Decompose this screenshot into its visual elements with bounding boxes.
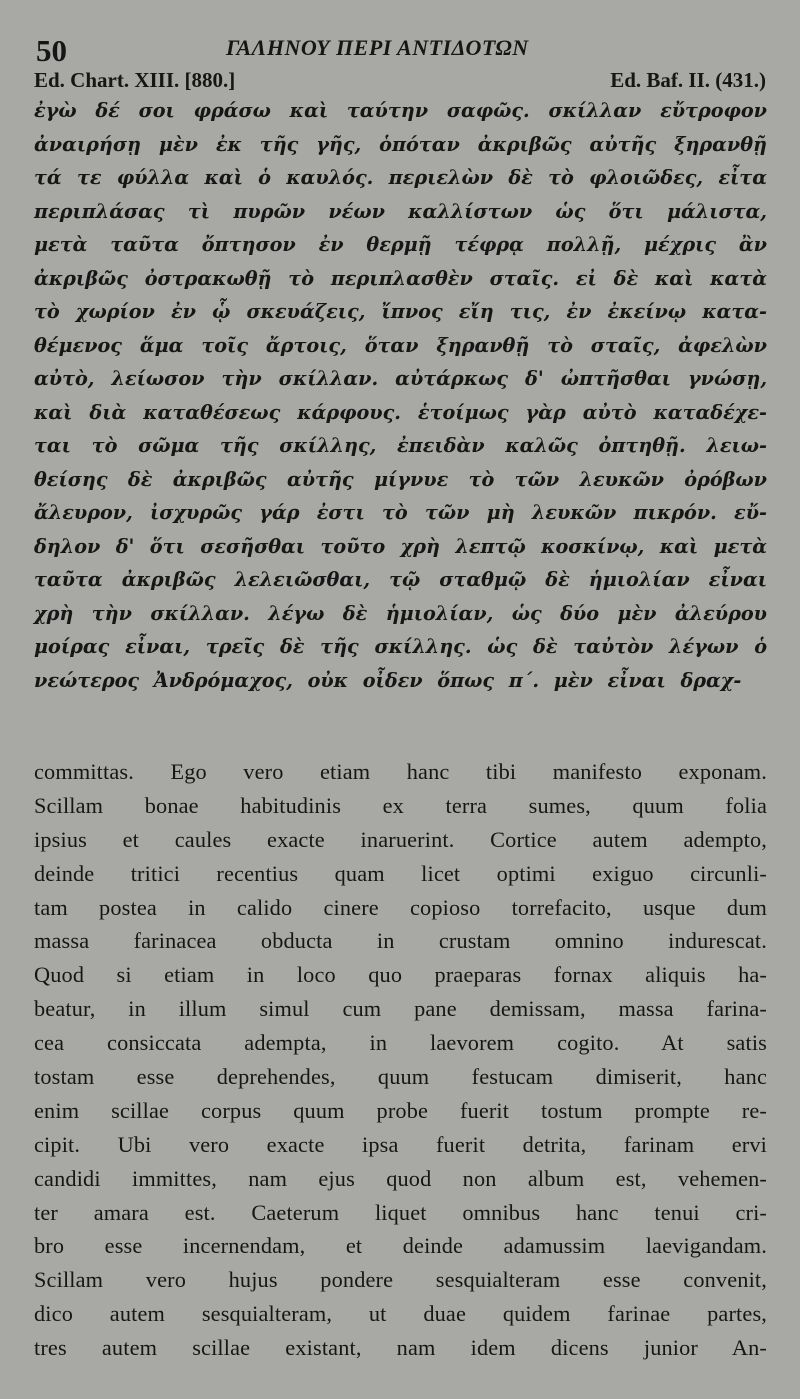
latin-text-line: tam postea in calido cinere copioso torrefacito, usque dum xyxy=(34,894,767,920)
greek-text-line: ἄλευρον, ἰσχυρῶς γάρ ἐστι τὸ τῶν μὴ λευκῶν πικρόν. εὔ- xyxy=(34,501,767,524)
latin-text-line: tostam esse deprehendes, quum festucam dimiserit, hanc xyxy=(34,1064,767,1090)
greek-text-line: ἀναιρήσῃ μὲν ἐκ τῆς γῆς, ὁπόταν ἀκριβῶς αὐτῆς ξηρανθῇ xyxy=(34,132,767,156)
greek-text-line: ταῦτα ἀκριβῶς λελειῶσθαι, τῷ σταθμῷ δὲ ἡμιολίαν εἶναι xyxy=(34,568,767,591)
latin-text-line: cipit. Ubi vero exacte ipsa fuerit detrita, farinam ervi xyxy=(34,1131,767,1157)
latin-text-line: massa farinacea obducta in crustam omnino indurescat. xyxy=(34,928,767,954)
greek-text-line: μοίρας εἶναι, τρεῖς δὲ τῆς σκίλλης. ὡς δὲ ταὐτὸν λέγων ὁ xyxy=(34,635,767,658)
greek-text-line: τὸ χωρίον ἐν ᾧ σκευάζεις, ἴπνος εἴη τις, ἐν ἐκείνῳ κατα- xyxy=(34,300,767,323)
latin-text-line: enim scillae corpus quum probe fuerit tostum prompte re- xyxy=(34,1097,767,1123)
page-number: 50 xyxy=(36,33,67,68)
latin-text-line: Scillam vero hujus pondere sesquialteram esse convenit, xyxy=(34,1267,767,1293)
greek-text-line: περιπλάσας τὶ πυρῶν νέων καλλίστων ὡς ὅτι μάλιστα, xyxy=(34,199,767,223)
greek-text-line: αὐτὸ, λείωσον τὴν σκίλλαν. αὐτάρκως δ' ὠπτῆσθαι γνώσῃ, xyxy=(34,367,767,390)
edition-references xyxy=(34,68,766,96)
greek-text-line: ἐγὼ δέ σοι φράσω καὶ ταύτην σαφῶς. σκίλλαν εὔτροφον xyxy=(34,99,767,122)
latin-text-line: bro esse incernendam, et deinde adamussim laevigandam. xyxy=(34,1233,767,1259)
edition-reference-basel: Ed. Baf. II. (431.) xyxy=(610,68,766,92)
greek-text-line: χρὴ τὴν σκίλλαν. λέγω δὲ ἡμιολίαν, ὡς δύο μὲν ἀλεύρου xyxy=(34,601,767,625)
greek-text-line: θέμενος ἅμα τοῖς ἄρτοις, ὅταν ξηρανθῇ τὸ σταῖς, ἀφελὼν xyxy=(34,333,767,357)
latin-text-line: ipsius et caules exacte inaruerint. Cortice autem adempto, xyxy=(34,826,767,852)
latin-text-line: Quod si etiam in loco quo praeparas fornax aliquis ha- xyxy=(34,962,767,988)
greek-text-line: νεώτερος Ἀνδρόμαχος, οὐκ οἶδεν ὅπως π΄. μὲν εἶναι δραχ- xyxy=(34,668,742,692)
edition-reference-chartier: Ed. Chart. XIII. [880.] xyxy=(34,68,236,92)
latin-text-line: ter amara est. Caeterum liquet omnibus hanc tenui cri- xyxy=(34,1199,767,1225)
latin-text-line: dico autem sesquialteram, ut duae quidem farinae partes, xyxy=(34,1301,767,1327)
greek-text-line: τά τε φύλλα καὶ ὁ καυλός. περιελὼν δὲ τὸ φλοιῶδες, εἶτα xyxy=(34,166,767,189)
latin-text-line: beatur, in illum simul cum pane demissam, massa farina- xyxy=(34,996,767,1022)
greek-text-line: θείσης δὲ ἀκριβῶς αὐτῆς μίγνυε τὸ τῶν λευκῶν ὀρόβων xyxy=(34,467,767,491)
latin-text-line: deinde tritici recentius quam licet optimi exiguo circunli- xyxy=(34,860,767,886)
running-title: ΓΑΛΗΝΟΥ ΠΕΡΙ ΑΝΤΙΔΟΤΩΝ xyxy=(226,35,529,60)
greek-text-line: μετὰ ταῦτα ὄπτησον ἐν θερμῇ τέφρᾳ πολλῇ, μέχρις ἂν xyxy=(34,233,767,256)
latin-text-line: Scillam bonae habitudinis ex terra sumes, quum folia xyxy=(34,792,767,818)
greek-text-line: ἀκριβῶς ὀστρακωθῇ τὸ περιπλασθὲν σταῖς. εἰ δὲ καὶ κατὰ xyxy=(34,266,767,290)
latin-text-block xyxy=(34,755,767,1365)
greek-text-line: δηλον δ' ὅτι σεσῆσθαι τοῦτο χρὴ λεπτῷ κοσκίνῳ, καὶ μετὰ xyxy=(34,534,767,558)
greek-text-line: καὶ διὰ καταθέσεως κάρφους. ἑτοίμως γὰρ αὐτὸ καταδέχε- xyxy=(34,400,767,424)
greek-text-line: ται τὸ σῶμα τῆς σκίλλης, ἐπειδὰν καλῶς ὀπτηθῇ. λειω- xyxy=(34,434,767,457)
latin-text-line: committas. Ego vero etiam hanc tibi manifesto exponam. xyxy=(34,759,767,784)
greek-text-block xyxy=(34,94,767,697)
latin-text-line: candidi immittes, nam ejus quod non album est, vehemen- xyxy=(34,1165,767,1191)
latin-text-line: tres autem scillae existant, nam idem dicens junior An- xyxy=(34,1335,767,1361)
latin-text-line: cea consiccata adempta, in laevorem cogito. At satis xyxy=(34,1030,767,1056)
